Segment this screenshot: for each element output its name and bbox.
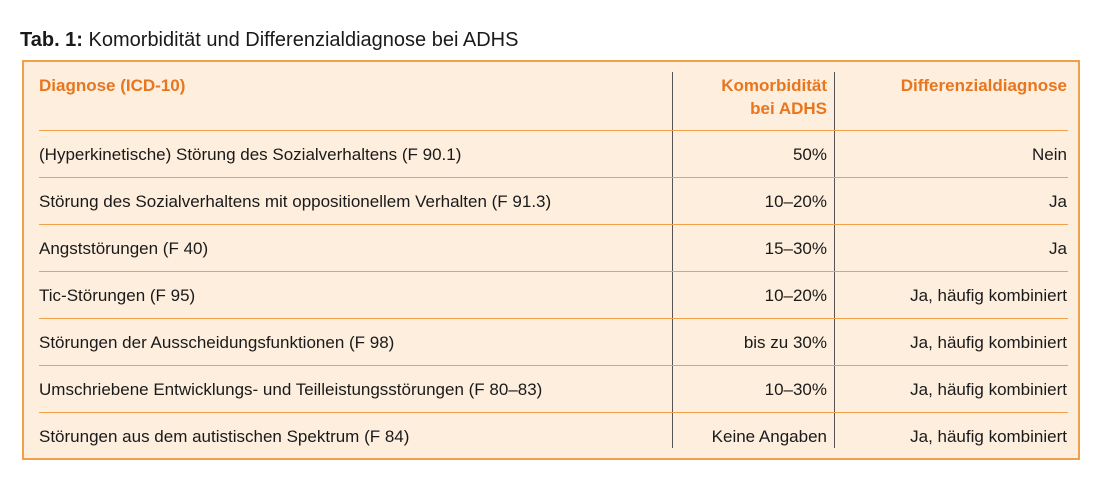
cell-differenzialdiagnose: Nein bbox=[1032, 145, 1067, 164]
cell-differenzialdiagnose: Ja, häufig kombiniert bbox=[910, 380, 1067, 399]
cell-differenzialdiagnose: Ja, häufig kombiniert bbox=[910, 333, 1067, 352]
header-differenzialdiagnose: Differenzialdiagnose bbox=[900, 76, 1067, 95]
cell-differenzialdiagnose: Ja bbox=[1049, 192, 1067, 211]
cell-differenzialdiagnose: Ja, häufig kombiniert bbox=[910, 427, 1067, 446]
cell-diagnose: (Hyperkinetische) Störung des Sozialverhaltens (F 90.1) bbox=[39, 145, 462, 164]
cell-diagnose: Angststörungen (F 40) bbox=[39, 239, 209, 258]
cell-diagnose: Störungen der Ausscheidungsfunktionen (F 98) bbox=[39, 333, 395, 352]
caption-title: Komorbidität und Differenzialdiagnose bei ADHS bbox=[88, 29, 519, 51]
header-komorbiditaet bbox=[679, 74, 827, 120]
header-komorbiditaet-line2: bei ADHS bbox=[750, 99, 827, 118]
comorbidity-table bbox=[22, 60, 1080, 460]
header-diagnose: Diagnose (ICD-10) bbox=[39, 76, 186, 95]
cell-diagnose: Umschriebene Entwicklungs- und Teilleistungsstörungen (F 80–83) bbox=[39, 380, 543, 399]
table-row bbox=[39, 365, 1068, 413]
table-row bbox=[39, 130, 1068, 178]
cell-differenzialdiagnose: Ja bbox=[1049, 239, 1067, 258]
cell-komorbiditaet: 50% bbox=[792, 145, 827, 164]
table-row bbox=[39, 412, 1068, 460]
cell-komorbiditaet: 15–30% bbox=[764, 239, 827, 258]
cell-komorbiditaet: 10–20% bbox=[764, 286, 827, 305]
cell-diagnose: Störung des Sozialverhaltens mit oppositionellem Verhalten (F 91.3) bbox=[39, 192, 552, 211]
cell-differenzialdiagnose: Ja, häufig kombiniert bbox=[910, 286, 1067, 305]
header-komorbiditaet-line1: Komorbidität bbox=[721, 76, 827, 95]
cell-komorbiditaet: 10–20% bbox=[764, 192, 827, 211]
cell-diagnose: Störungen aus dem autistischen Spektrum (F 84) bbox=[39, 427, 410, 446]
table-caption bbox=[20, 28, 518, 52]
table-row bbox=[39, 177, 1068, 225]
cell-komorbiditaet: bis zu 30% bbox=[743, 333, 827, 352]
cell-komorbiditaet: Keine Angaben bbox=[711, 427, 827, 446]
table-row bbox=[39, 318, 1068, 366]
caption-label: Tab. 1: bbox=[20, 29, 83, 51]
cell-diagnose: Tic-Störungen (F 95) bbox=[39, 286, 196, 305]
table-row bbox=[39, 224, 1068, 272]
cell-komorbiditaet: 10–30% bbox=[764, 380, 827, 399]
table-row bbox=[39, 271, 1068, 319]
